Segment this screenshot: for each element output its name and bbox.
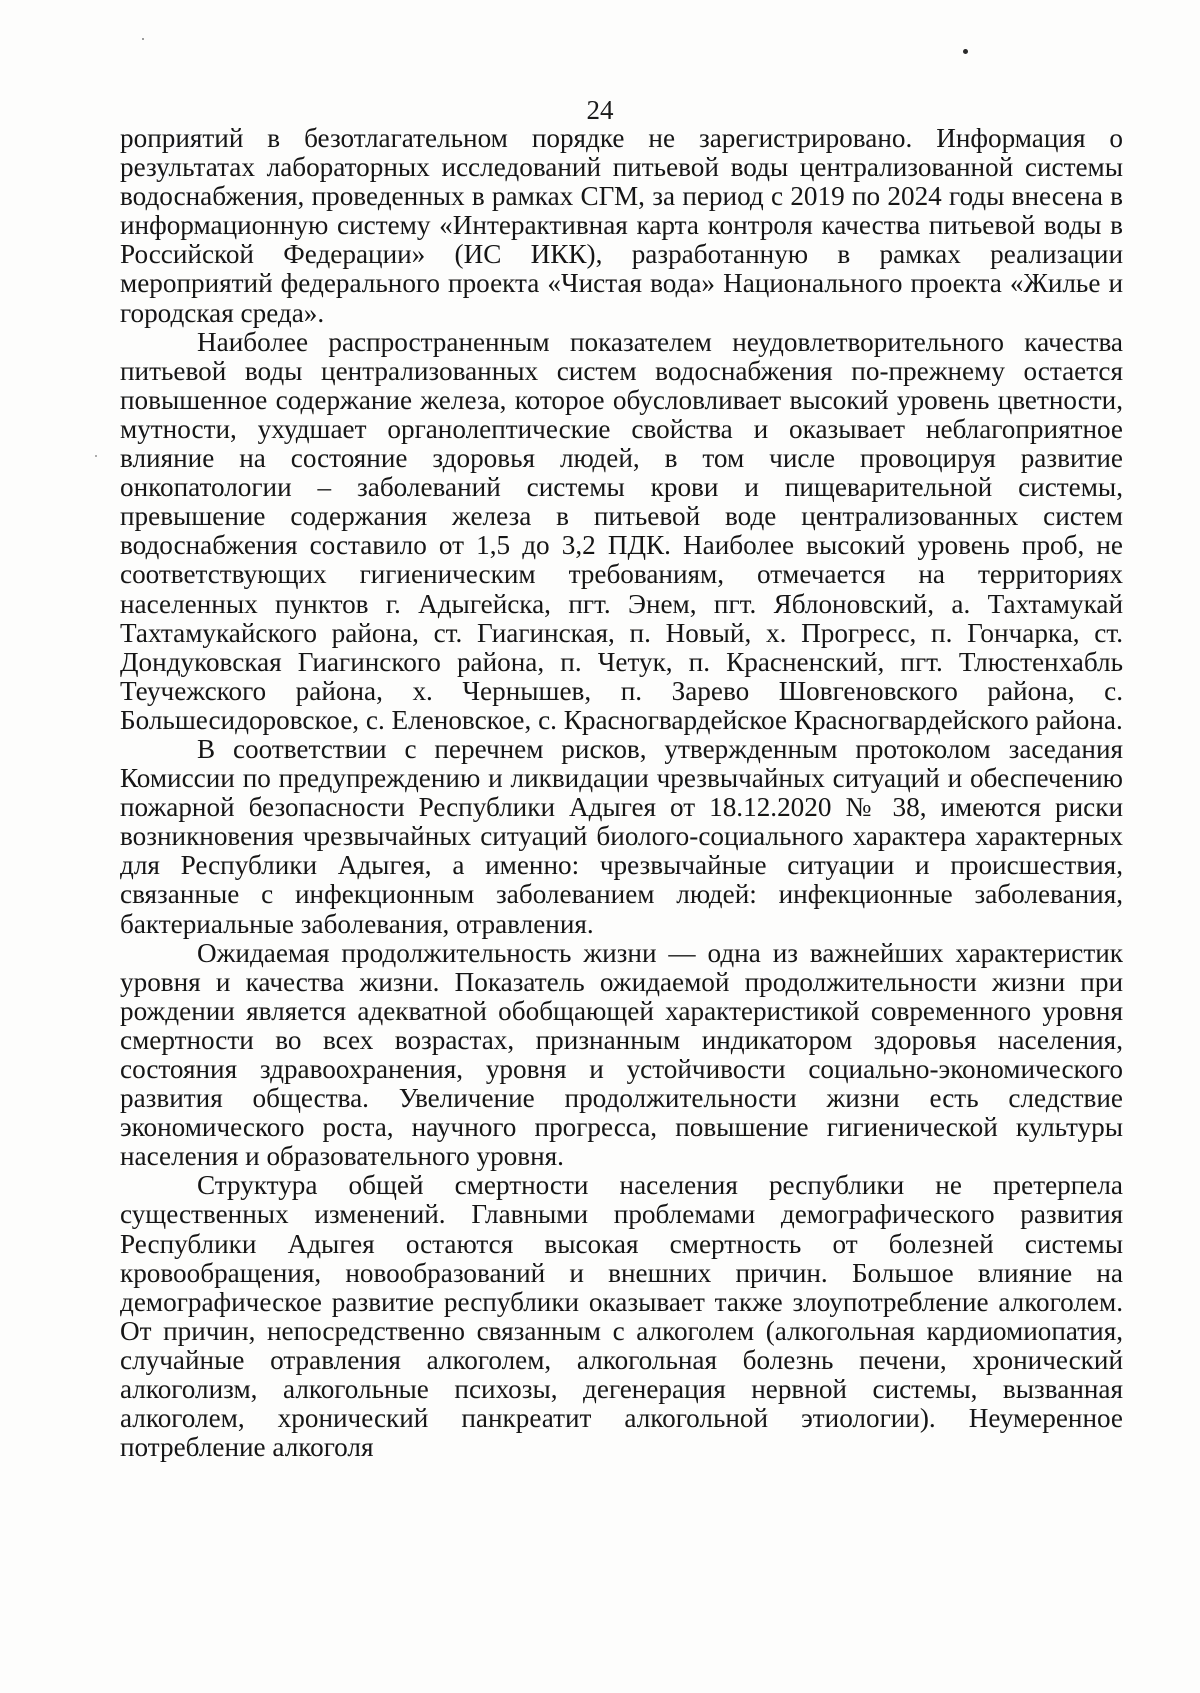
paragraph: Структура общей смертности населения республики не претерпела существенных изменений. Главными проблемами демографического развития Республики Адыгея остаются высокая смертность от болезней системы кровообращения, новообразований и внешних причин. Большое влияние на демографическое развитие республики оказывает также злоупотребление алкоголем. От причин, непосредственно связанным с алкоголем (алкогольная кардиомиопатия, случайные отравления алкоголем, алкогольная болезнь печени, хронический алкоголизм, алкогольные психозы, дегенерация нервной системы, вызванная алкоголем, хронический панкреатит алкогольной этиологии). Неумеренное потребление алкоголя bbox=[120, 1170, 1123, 1463]
paragraph: Наиболее распространенным показателем неудовлетворительного качества питьевой воды централизованных систем водоснабжения по-прежнему остается повышенное содержание железа, которое обусловливает высокий уровень цветности, мутности, ухудшает органолептические свойства и оказывает неблагоприятное влияние на состояние здоровья людей, в том числе провоцируя развитие онкопатологии – заболеваний системы крови и пищеварительной системы, превышение содержания железа в питьевой воде централизованных систем водоснабжения составило от 1,5 до 3,2 ПДК. Наиболее высокий уровень проб, не соответствующих гигиеническим требованиям, отмечается на территориях населенных пунктов г. Адыгейска, пгт. Энем, пгт. Яблоновский, а. Тахтамукай Тахтамукайского района, ст. Гиагинская, п. Новый, х. Прогресс, п. Гончарка, ст. Дондуковская Гиагинского района, п. Четук, п. Красненский, пгт. Тлюстенхабль Теучежского района, х. Чернышев, п. Зарево Шовгеновского района, с. Большесидоровское, с. Еленовское, с. Красногвардейское Красногвардейского района. bbox=[120, 326, 1123, 735]
document-body bbox=[120, 124, 1123, 1462]
scan-speck bbox=[95, 455, 97, 457]
scan-speck bbox=[142, 38, 144, 40]
paragraph: В соответствии с перечнем рисков, утвержденным протоколом заседания Комиссии по предупреждению и ликвидации чрезвычайных ситуаций и обеспечению пожарной безопасности Республики Адыгея от 18.12.2020 № 38, имеются риски возникновения чрезвычайных ситуаций биолого-социального характера характерных для Республики Адыгея, а именно: чрезвычайные ситуации и происшествия, связанные с инфекционным заболеванием людей: инфекционные заболевания, бактериальные заболевания, отравления. bbox=[120, 733, 1123, 939]
paragraph: Ожидаемая продолжительность жизни — одна из важнейших характеристик уровня и качества жизни. Показатель ожидаемой продолжительности жизни при рождении является адекватной обобщающей характеристикой современного уровня смертности во всех возрастах, признанным индикатором здоровья населения, состояния здравоохранения, уровня и устойчивости социально-экономического развития общества. Увеличение продолжительности жизни есть следствие экономического роста, научного прогресса, повышение гигиенической культуры населения и образовательного уровня. bbox=[120, 937, 1123, 1172]
scan-speck bbox=[963, 49, 968, 54]
paragraph: роприятий в безотлагательном порядке не зарегистрировано. Информация о результатах лабораторных исследований питьевой воды централизованной системы водоснабжения, проведенных в рамках СГМ, за период с 2019 по 2024 годы внесена в информационную систему «Интерактивная карта контроля качества питьевой воды в Российской Федерации» (ИС ИКК), разработанную в рамках реализации мероприятий федерального проекта «Чистая вода» Национального проекта «Жилье и городская среда». bbox=[120, 123, 1123, 328]
page-number: 24 bbox=[586, 95, 614, 125]
